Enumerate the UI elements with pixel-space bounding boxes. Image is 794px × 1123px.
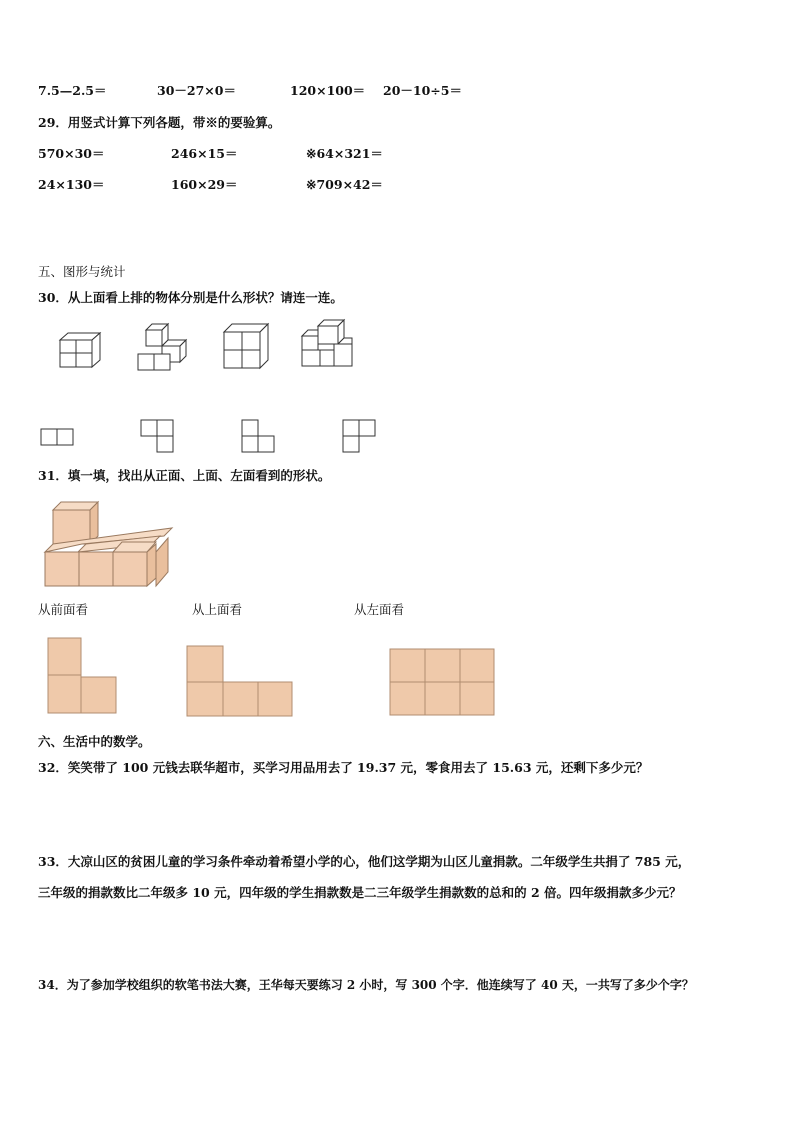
question-30-title: 30．从上面看上排的物体分别是什么形状？请连一连。: [38, 290, 343, 305]
q30-view-3: [241, 419, 277, 455]
calc-item-4: 20－10÷5＝: [383, 83, 462, 98]
q29-item-6: ※709×42＝: [306, 177, 383, 192]
q29-item-5: 160×29＝: [171, 177, 238, 192]
q30-object-4: [300, 318, 356, 370]
q30-view-2: [140, 419, 176, 455]
calc-item-3: 120×100＝: [290, 83, 366, 98]
q30-view-1: [40, 428, 76, 446]
q30-object-1: [56, 328, 106, 370]
q31-label-top: 从上面看: [192, 602, 243, 617]
q31-label-left: 从左面看: [354, 602, 405, 617]
q31-front-view: [47, 637, 119, 715]
question-29-title: 29．用竖式计算下列各题，带※的要验算。: [38, 115, 281, 130]
q29-item-3: ※64×321＝: [306, 146, 383, 161]
q30-object-2: [136, 322, 190, 372]
q31-label-front: 从前面看: [38, 602, 89, 617]
section-5-heading: 五、图形与统计: [38, 264, 126, 279]
question-33-line-1: 33．大凉山区的贫困儿童的学习条件牵动着希望小学的心，他们这学期为山区儿童捐款。二年级学生共捐了 785 元，: [38, 854, 691, 869]
section-6-heading: 六、生活中的数学。: [38, 734, 151, 749]
q31-cube-figure: [42, 496, 172, 588]
q30-object-3: [222, 322, 272, 370]
q31-top-view: [186, 645, 294, 719]
q31-left-view: [389, 648, 497, 718]
q29-item-2: 246×15＝: [171, 146, 238, 161]
question-33-line-2: 三年级的捐款数比二年级多 10 元，四年级的学生捐款数是二三年级学生捐款数的总和的 2 倍。四年级捐款多少元？: [38, 885, 682, 900]
question-31-title: 31．填一填，找出从正面、上面、左面看到的形状。: [38, 468, 331, 483]
question-32: 32．笑笑带了 100 元钱去联华超市，买学习用品用去了 19.37 元，零食用去了 15.63 元，还剩下多少元？: [38, 760, 649, 775]
calc-item-2: 30－27×0＝: [157, 83, 236, 98]
q30-view-4: [342, 419, 378, 455]
calc-item-1: 7.5—2.5＝: [38, 83, 107, 98]
q29-item-1: 570×30＝: [38, 146, 105, 161]
q29-item-4: 24×130＝: [38, 177, 105, 192]
question-34: 34．为了参加学校组织的软笔书法大赛，王华每天要练习 2 小时，写 300 个字．他连续写了 40 天，一共写了多少个字？: [38, 978, 694, 992]
